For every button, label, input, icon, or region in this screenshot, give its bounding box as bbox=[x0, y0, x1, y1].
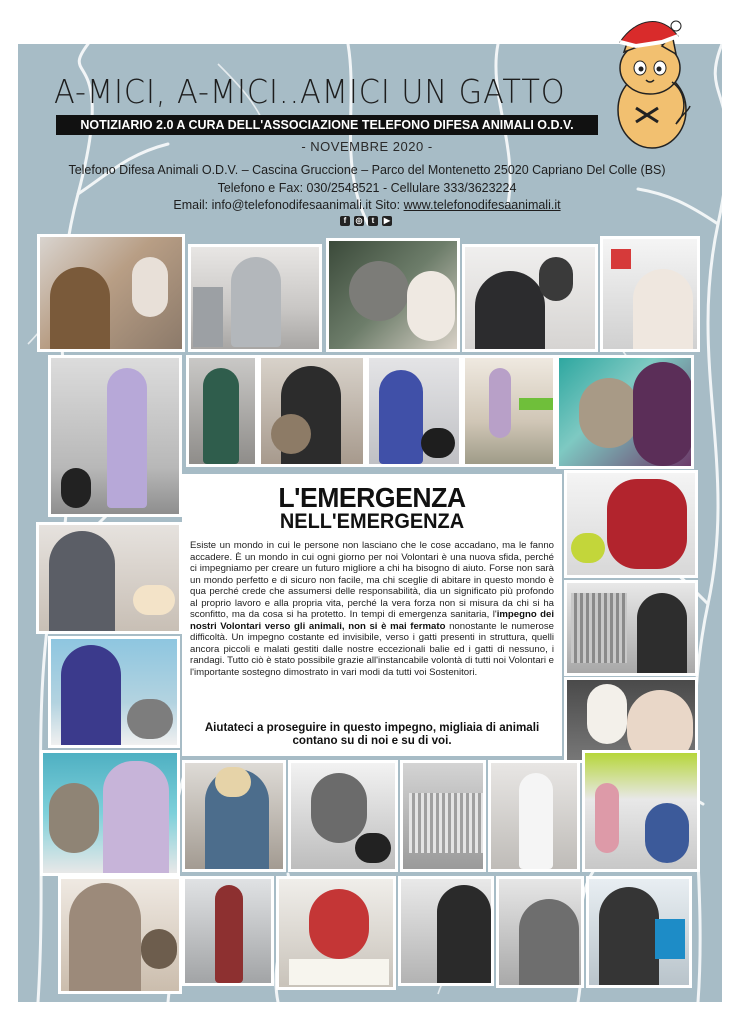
article-headline-2: NELL'EMERGENZA bbox=[279, 510, 465, 533]
photo-volunteer-with-bowl bbox=[586, 876, 692, 988]
issue-date: - NOVEMBRE 2020 - bbox=[301, 139, 433, 154]
article-body-bold: impegno dei nostri Volontari verso gli animali, non si è mai fermato bbox=[190, 609, 555, 632]
photo-volunteer-holding-cat bbox=[37, 234, 185, 352]
photo-volunteer-crouching-cats bbox=[288, 760, 398, 872]
email-text: Email: info@telefonodifesaanimali.it Sito: bbox=[173, 198, 404, 212]
website-link[interactable]: www.telefonodifesaanimali.it bbox=[403, 198, 561, 212]
photo-volunteer-kneeling-feeding bbox=[564, 470, 698, 578]
photo-volunteer-with-kittens bbox=[36, 522, 182, 634]
social-icons bbox=[340, 216, 392, 226]
article-body bbox=[190, 540, 554, 678]
newsletter-subtitle-bar: NOTIZIARIO 2.0 A CURA DELL'ASSOCIAZIONE TELEFONO DIFESA ANIMALI O.D.V. bbox=[56, 115, 598, 135]
photo-volunteer-with-black-cat bbox=[462, 244, 598, 352]
photo-volunteers-cleaning-room bbox=[582, 750, 700, 872]
photo-volunteer-tattoo-arms bbox=[398, 876, 494, 986]
photo-volunteer-white-uniform bbox=[488, 760, 580, 872]
photo-volunteer-with-tabby-cat bbox=[258, 355, 366, 467]
address-line: Telefono Difesa Animali O.D.V. – Cascina Gruccione – Parco del Montenetto 25020 Capriano Del Colle (BS) bbox=[68, 163, 666, 177]
instagram-icon[interactable]: ◎ bbox=[355, 216, 363, 225]
photo-volunteer-green-uniform bbox=[186, 355, 258, 467]
photo-volunteer-glasses-with-cat bbox=[58, 876, 182, 994]
photo-cat-room-shelves bbox=[462, 355, 556, 467]
contact-line bbox=[0, 198, 734, 212]
photo-volunteer-hugging-cat bbox=[556, 355, 694, 469]
photo-volunteer-holding-kitten bbox=[600, 236, 700, 352]
phone-line: Telefono e Fax: 030/2548521 - Cellulare 333/3623224 bbox=[217, 181, 517, 195]
photo-volunteer-mopping-floor bbox=[48, 355, 182, 517]
photo-volunteer-cleaning-cages bbox=[188, 244, 322, 352]
photo-cat-carriers bbox=[400, 760, 486, 872]
photo-volunteer-writing-notes bbox=[276, 876, 396, 990]
article-appeal: Aiutateci a proseguire in questo impegno, migliaia di animali contano su di noi e su di voi. bbox=[204, 721, 540, 747]
photo-volunteer-feeding-cat bbox=[366, 355, 462, 467]
article-headline-1: L'EMERGENZA bbox=[278, 482, 466, 513]
article-box bbox=[182, 474, 562, 756]
newsletter-title: A-MICI, A-MICI..AMICI UN GATTO bbox=[54, 72, 566, 111]
facebook-icon[interactable]: f bbox=[340, 216, 350, 226]
cat-mascot-logo bbox=[606, 12, 698, 152]
photo-volunteer-with-mop-and-cat bbox=[40, 750, 180, 876]
photo-volunteer-hooded bbox=[496, 876, 584, 988]
youtube-icon[interactable]: ▶ bbox=[383, 216, 391, 225]
photo-volunteer-feeding-outdoor bbox=[182, 876, 274, 986]
twitter-icon[interactable]: t bbox=[368, 216, 378, 226]
article-body-part-2: nonostante le numerose difficoltà. Un impegno costante ed invisibile, verso i gatti presenti in struttura, quelli ancora piccoli e malati gestiti dalle nostre eccezionali balie ed i gatti di nessuno, i randagi. Tutto ciò è stato possibile grazie all'instancabile volontà di tutti noi Volontari e l'importante sostegno dimostrato in vari modi da tutti voi Sostenitori. bbox=[190, 620, 554, 678]
photo-volunteer-at-cages bbox=[564, 580, 698, 676]
photo-volunteer-caring-cat bbox=[48, 636, 180, 748]
photo-volunteer-blonde-with-cat bbox=[182, 760, 286, 872]
article-body-part-1: Esiste un mondo in cui le persone non lasciano che le cose accadano, ma le fanno accadere. È un mondo in cui ogni giorno per noi Volontari è una nuova sfida, perché ci impegniamo per creare un futuro migliore a chi ha bisogno di aiuto. Forse non sarà un mondo perfetto e di sicuro non facile, ma chi sceglie di abitare in questo mondo è qua perché crede che assumersi delle responsabilità, dia un significato più profondo al proprio lavoro e alla propria vita, perché la vera forza non si misura da chi si ha sconfitto, ma da cosa si ha protetto. In tempi di emergenza sanitaria, l' bbox=[190, 540, 554, 620]
photo-volunteer-selfie-with-cat bbox=[326, 238, 460, 352]
